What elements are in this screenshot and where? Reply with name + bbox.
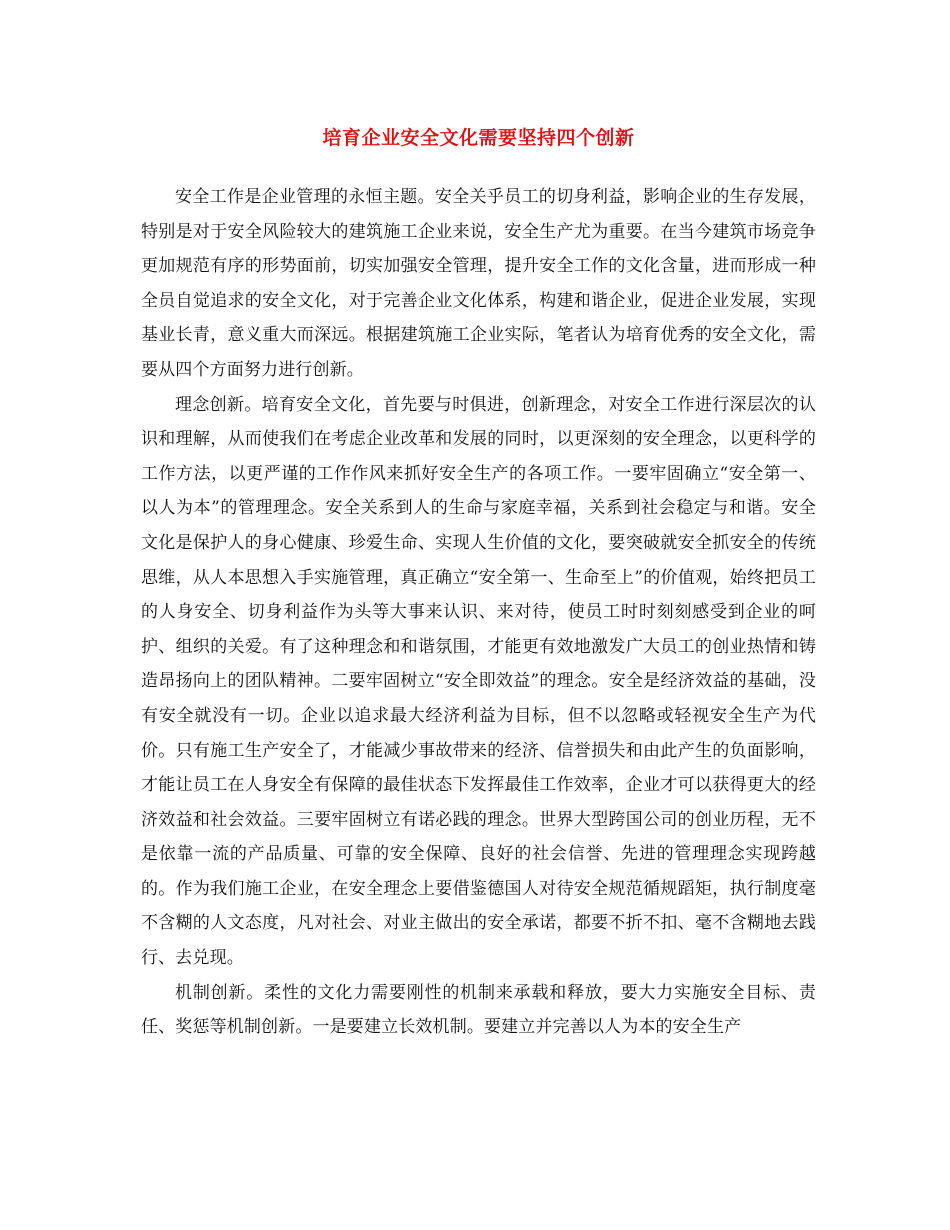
paragraph-mechanism-innovation: 机制创新。柔性的文化力需要刚性的机制来承载和释放，要大力实施安全目标、责任、奖惩等机制创新。一是要建立长效机制。要建立并完善以人为本的安全生产 — [141, 982, 816, 1038]
document-title: 培育企业安全文化需要坚持四个创新 — [322, 127, 635, 149]
paragraph-concept-innovation: 理念创新。培育安全文化，首先要与时俱进，创新理念，对安全工作进行深层次的认识和理解，从而使我们在考虑企业改革和发展的同时，以更深刻的安全理念，以更科学的工作方法，以更严谨的工作作风来抓好安全生产的各项工作。一要牢固确立“安全第一、以人为本”的管理理念。安全关系到人的生命与家庭幸福，关系到社会稳定与和谐。安全文化是保护人的身心健康、珍爱生命、实现人生价值的文化，要突破就安全抓安全的传统思维，从人本思想入手实施管理，真正确立“安全第一、生命至上”的价值观，始终把员工的人身安全、切身利益作为头等大事来认识、来对待，使员工时时刻刻感受到企业的呵护、组织的关爱。有了这种理念和和谐氛围，才能更有效地激发广大员工的创业热情和铸造昂扬向上的团队精神。二要牢固树立“安全即效益”的理念。安全是经济效益的基础，没有安全就没有一切。企业以追求最大经济利益为目标，但不以忽略或轻视安全生产为代价。只有施工生产安全了，才能减少事故带来的经济、信誉损失和由此产生的负面影响，才能让员工在人身安全有保障的最佳状态下发挥最佳工作效率，企业才可以获得更大的经济效益和社会效益。三要牢固树立有诺必践的理念。世界大型跨国公司的创业历程，无不是依靠一流的产品质量、可靠的安全保障、良好的社会信誉、先进的管理理念实现跨越的。作为我们施工企业，在安全理念上要借鉴德国人对待安全规范循规蹈矩，执行制度毫不含糊的人文态度，凡对社会、对业主做出的安全承诺，都要不折不扣、毫不含糊地去践行、去兑现。 — [141, 394, 816, 969]
paragraph-intro: 安全工作是企业管理的永恒主题。安全关乎员工的切身利益，影响企业的生存发展，特别是对于安全风险较大的建筑施工企业来说，安全生产尤为重要。在当今建筑市场竞争更加规范有序的形势面前，切实加强安全管理，提升安全工作的文化含量，进而形成一种全员自觉追求的安全文化，对于完善企业文化体系，构建和谐企业，促进企业发展，实现基业长青，意义重大而深远。根据建筑施工企业实际，笔者认为培育优秀的安全文化，需要从四个方面努力进行创新。 — [141, 187, 816, 380]
